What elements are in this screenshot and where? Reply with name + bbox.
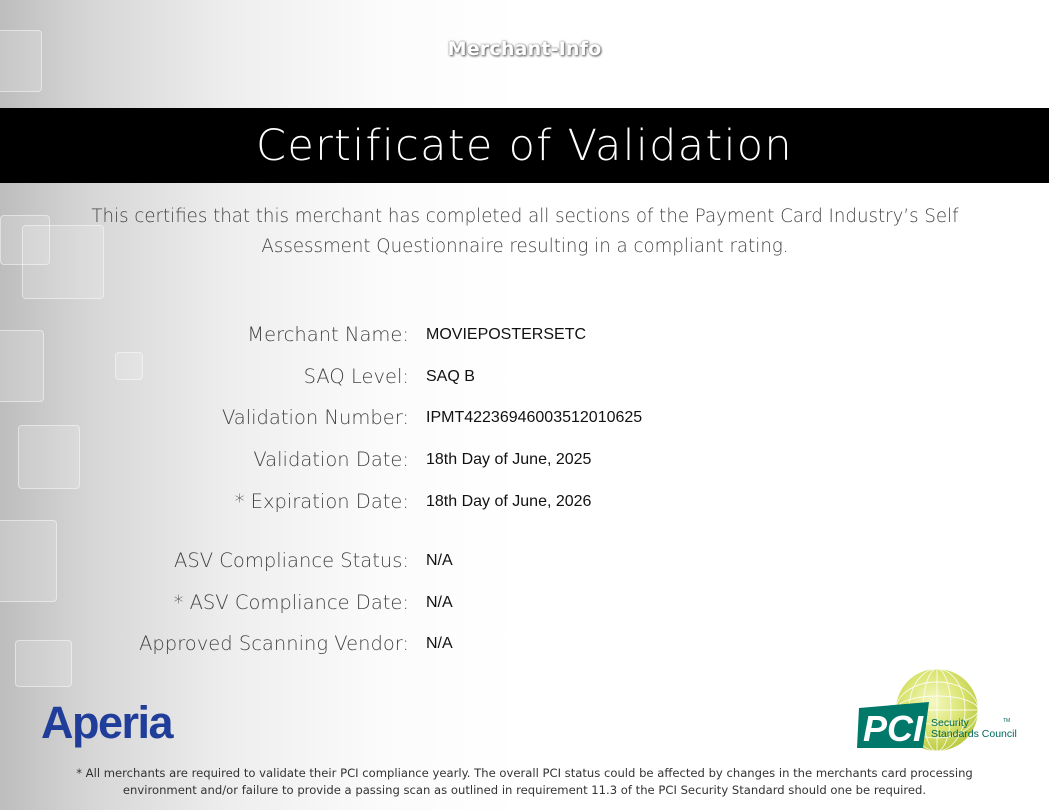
asv-date-row <box>0 591 1049 621</box>
pci-mark: PCI <box>863 708 924 749</box>
certificate-title: Certificate of Validation <box>256 121 793 171</box>
saq-level-row <box>0 365 1049 395</box>
aperia-logo: Aperia <box>41 697 173 748</box>
scanning-vendor-row <box>0 632 1049 662</box>
merchant-name-label: Merchant Name: <box>247 323 409 346</box>
validation-number-label: Validation Number: <box>221 406 409 429</box>
expiration-date-row <box>0 490 1049 520</box>
merchant-name-row <box>0 323 1049 353</box>
validation-date-label: Validation Date: <box>253 448 409 471</box>
footer-disclaimer: * All merchants are required to validate their PCI compliance yearly. The overall PCI status could be affected by changes in the merchants card processing environment and/or failure to provide a passing scan as outlined in requirement 11.3 of the PCI Security Standard should one be required. <box>76 766 973 797</box>
validation-number-row <box>0 406 1049 436</box>
asv-status-value: N/A <box>426 552 453 569</box>
saq-level-value: SAQ B <box>426 368 475 385</box>
pci-ssc-logo <box>857 668 1017 754</box>
asv-date-label: * ASV Compliance Date: <box>173 591 409 614</box>
asv-date-value: N/A <box>426 594 453 611</box>
validation-date-value: 18th Day of June, 2025 <box>426 451 592 468</box>
pci-tm-text: TM <box>1003 718 1011 724</box>
scanning-vendor-value: N/A <box>426 635 453 652</box>
validation-date-row <box>0 448 1049 478</box>
expiration-date-value: 18th Day of June, 2026 <box>426 493 592 510</box>
scanning-vendor-label: Approved Scanning Vendor: <box>139 632 409 655</box>
pci-security-text: Security <box>931 717 969 729</box>
validation-number-value: IPMT42236946003512010625 <box>426 409 643 426</box>
merchant-name-value: MOVIEPOSTERSETC <box>426 326 587 343</box>
asv-status-row <box>0 549 1049 579</box>
pci-council-text: Standards Council <box>931 728 1017 740</box>
saq-level-label: SAQ Level: <box>303 365 409 388</box>
expiration-date-label: * Expiration Date: <box>234 490 409 513</box>
certificate-intro: This certifies that this merchant has completed all sections of the Payment Card Industry’s Self Assessment Questionnaire resulting in a compliant rating. <box>91 206 959 257</box>
title-bar <box>0 108 1049 183</box>
asv-status-label: ASV Compliance Status: <box>174 549 409 572</box>
brand-header: Merchant-Info <box>447 38 602 60</box>
